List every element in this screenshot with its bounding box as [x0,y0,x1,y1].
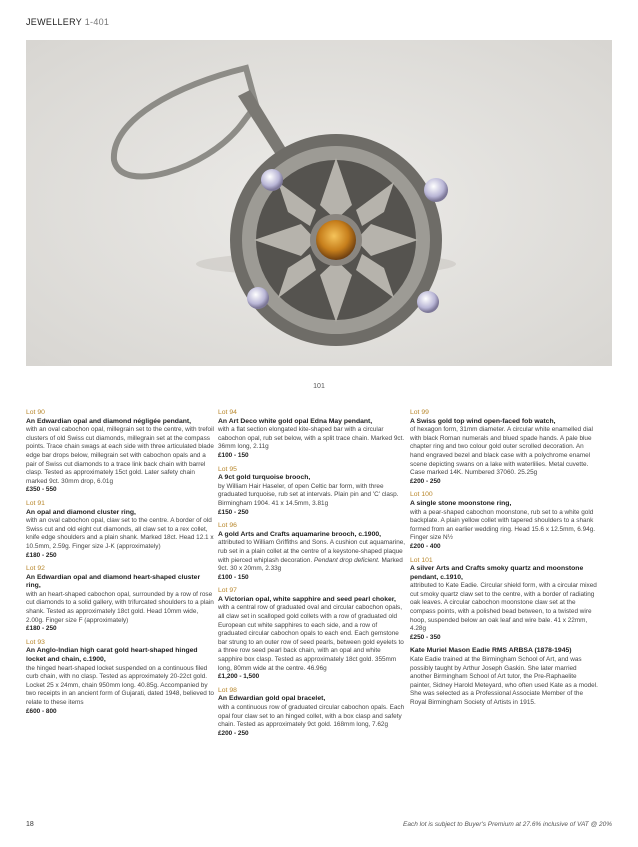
lot-description: by William Hair Haseler, of open Celtic bar form, with three graduated turquoise, rub set at intervals. Plain pin and 'C' clasp. Birmingham 1904. 41 x 14.5mm, 3.81g [218,482,399,507]
lot-entry [218,687,406,739]
biography-title: Kate Muriel Mason Eadie RMS ARBSA (1878-1945) [410,647,572,655]
lot-photo [26,40,612,366]
lot-number: Lot 90 [26,409,45,416]
lot-number: Lot 96 [218,522,237,530]
lot-number: Lot 100 [410,491,433,499]
lot-title: A Victorian opal, white sapphire and seed pearl choker, [218,595,396,603]
pendant-image [26,40,612,366]
lot-estimate: £350 - 550 [26,486,57,494]
lot-title: A silver Arts and Crafts smoky quartz and moonstone pendant, c.1910, [410,565,584,581]
lot-description: with an oval cabochon opal, claw set to the centre. A border of old Swiss cut and old eight cut diamonds, all claw set to a rex collet, knife edge shoulders and a plain shank. Marked 18ct. Head 12.1 x 10.5mm, 2.59g. Finger size J-K (approximately) [26,517,214,550]
lot-title: An opal and diamond cluster ring, [26,508,136,516]
lot-number: Lot 98 [218,686,237,694]
lot-number: Lot 95 [218,465,237,473]
lot-range: 1-401 [84,17,110,27]
page-header [26,17,109,27]
lot-title: A single stone moonstone ring, [410,499,512,507]
lot-title: An Edwardian opal and diamond négligée pendant, [26,417,192,425]
moonstone-1 [261,169,283,191]
lot-estimate: £250 - 350 [410,633,441,641]
lot-column-3 [410,409,598,713]
biography-text: Kate Eadie trained at the Birmingham School of Art, and was possibly taught by Arthur Joseph Gaskin. She later married another Birmingham School of Art tutor, the Pre-Raphaelite painter, Sidney Harold Meteyard, who often used Kate as a model. She was selected as a Professional Associate Member of the Royal Birmingham Society of Artists in 1915. [410,656,598,706]
lot-column-2 [218,409,406,743]
lot-description: with a flat section elongated kite-shaped bar with a circular cabochon opal, rub set below, with a split trace chain. Marked 9ct. 36mm long, 2.11g [218,426,405,451]
lot-title: A Swiss gold top wind open-faced fob watch, [410,417,556,425]
lot-description-after: Marked 9ct. 30 x 20mm, 2.33g [218,556,403,573]
lot-description: of hexagon form, 31mm diameter. A circular white enamelled dial with black Roman numerals and blued spade hands. A pale blue chapter ring and two colour gold outer scrolled decoration. An hand engraved bezel and black case with a polychrome enamel scene depicting swans on a lake with waterlilies. Metal cuvette. Case marked 14K. Numbered 37060. 25.25g [410,426,593,477]
biography [410,647,598,707]
lot-title: An Edwardian gold opal bracelet, [218,695,326,703]
lot-estimate: £200 - 250 [410,477,441,485]
lot-number: Lot 101 [410,556,433,564]
lot-description: with a continuous row of graduated circular cabochon opals. Each opal four claw set to an hinged collet, with a box clasp and safety chain. Tested as approximately 9ct gold. 168mm long, 7.62g [218,704,405,729]
lot-entry [218,522,406,582]
lot-entry [26,409,214,495]
lot-entry [26,639,214,716]
lot-estimate: £150 - 250 [218,508,249,516]
lot-description: with an heart-shaped cabochon opal, surrounded by a row of rose cut diamonds to a solid gallery, with trifurcated shoulders to a plain shank. Tested as approximately 18ct gold. Head 10mm wide, 2.00g. Finger size F (approximately) [26,590,214,624]
lot-description: with a central row of graduated oval and circular cabochon opals, all claw set in scalloped gold collets with a row of graduated old European cut white sapphires to each side, and a row of graduated circular cabochon opals to each end. Each gemstone bar strung to an outer row of seed pearls, between gold eyelets to a three row seed pearl back chain, with an opal and white sapphire box clasp. Tested as approximately 18ct gold. 355mm long, 80mm wide at the centre. 46.96g [218,604,404,672]
lot-title: An Edwardian opal and diamond heart-shaped cluster ring, [26,573,201,590]
smoky-quartz [316,220,356,260]
lot-description-text: attributed to William Griffiths and Sons. A cushion cut aquamarine, rub set in a plain collet at the centre of a keystone-shaped plaque with pierced whiplash decoration. [218,539,406,564]
lot-estimate: £100 - 150 [218,573,249,581]
lot-estimate: £100 - 150 [218,451,249,459]
moonstone-4 [417,291,439,313]
lot-title: An Anglo-Indian high carat gold heart-shaped hinged locket and chain, c.1900, [26,647,198,664]
lot-estimate: £200 - 400 [410,542,441,550]
lot-entry [410,409,598,486]
lot-description: with a pear-shaped cabochon moonstone, rub set to a white gold backplate. A plain yellow collet with tapered shoulders to a shank formed from an earlier wedding ring. Head 15.6 x 12.5mm, 6.94g. Finger size N½ [410,508,596,542]
lot-number: Lot 97 [218,587,237,595]
lot-title: A 9ct gold turquoise brooch, [218,474,311,482]
lot-entry [218,466,406,518]
lot-entry [26,565,214,634]
lot-estimate: £200 - 250 [218,729,249,737]
lot-description [218,539,406,573]
lot-entry [26,500,214,560]
lot-entry [218,587,406,682]
lot-number: Lot 94 [218,409,237,416]
section-title: JEWELLERY [26,17,82,27]
figure-label: 101 [313,383,325,390]
lot-estimate: £1,200 - 1,500 [218,673,260,681]
page-number: 18 [26,821,34,828]
moonstone-3 [247,287,269,309]
lot-estimate: £180 - 250 [26,625,57,633]
lot-entry [410,557,598,643]
lot-number: Lot 92 [26,565,45,573]
lot-title: A gold Arts and Crafts aquamarine brooch, c.1900, [218,530,382,538]
lot-description: with an oval cabochon opal, millegrain set to the centre, with trefoil clusters of old Swiss cut diamonds, millegrain set at the compass points. Trace chain swags at each side with three articulated blade edge bar drops below, millegrain set with cabochon opals and a pair of Swiss cut diamonds to a trace link back chain with barrel clasp. Tested as approximately 15ct gold. Later safety chain marked 9ct. 30mm drop, 6.01g [26,426,214,485]
moonstone-2 [424,178,448,202]
lot-number: Lot 91 [26,499,45,507]
lot-estimate: £180 - 250 [26,551,57,559]
lot-estimate: £600 - 800 [26,707,57,715]
lot-description: attributed to Kate Eadie. Circular shield form, with a circular mixed cut smoky quartz claw set to the centre, with a border of radiating oak leaves. A circular cabochon moonstone claw set at the compass points, with a polished bead between, to a twisted wire hoop, suspended below an oak leaf and wire bale. 41 x 22mm, 4.28g [410,582,597,633]
lot-description: the hinged heart-shaped locket suspended on a continuous filed curb chain, with no clasp. Tested as approximately 20-22ct gold. Locket 25 x 24mm, chain 950mm long. 40.85g. Accompanied by two receipts in an ancient form of Gujarati, dated 1948, believed to relate to these items [26,664,214,706]
lot-entry [218,409,406,461]
lot-entry [410,491,598,551]
lot-number: Lot 99 [410,409,429,416]
lot-title: An Art Deco white gold opal Edna May pendant, [218,417,373,425]
lot-column-1 [26,409,214,721]
lot-description-italic: Pendant drop deficient. [313,556,380,564]
buyers-premium-note: Each lot is subject to Buyer's Premium at 27.6% inclusive of VAT @ 20% [403,821,612,828]
lot-number: Lot 93 [26,638,45,646]
